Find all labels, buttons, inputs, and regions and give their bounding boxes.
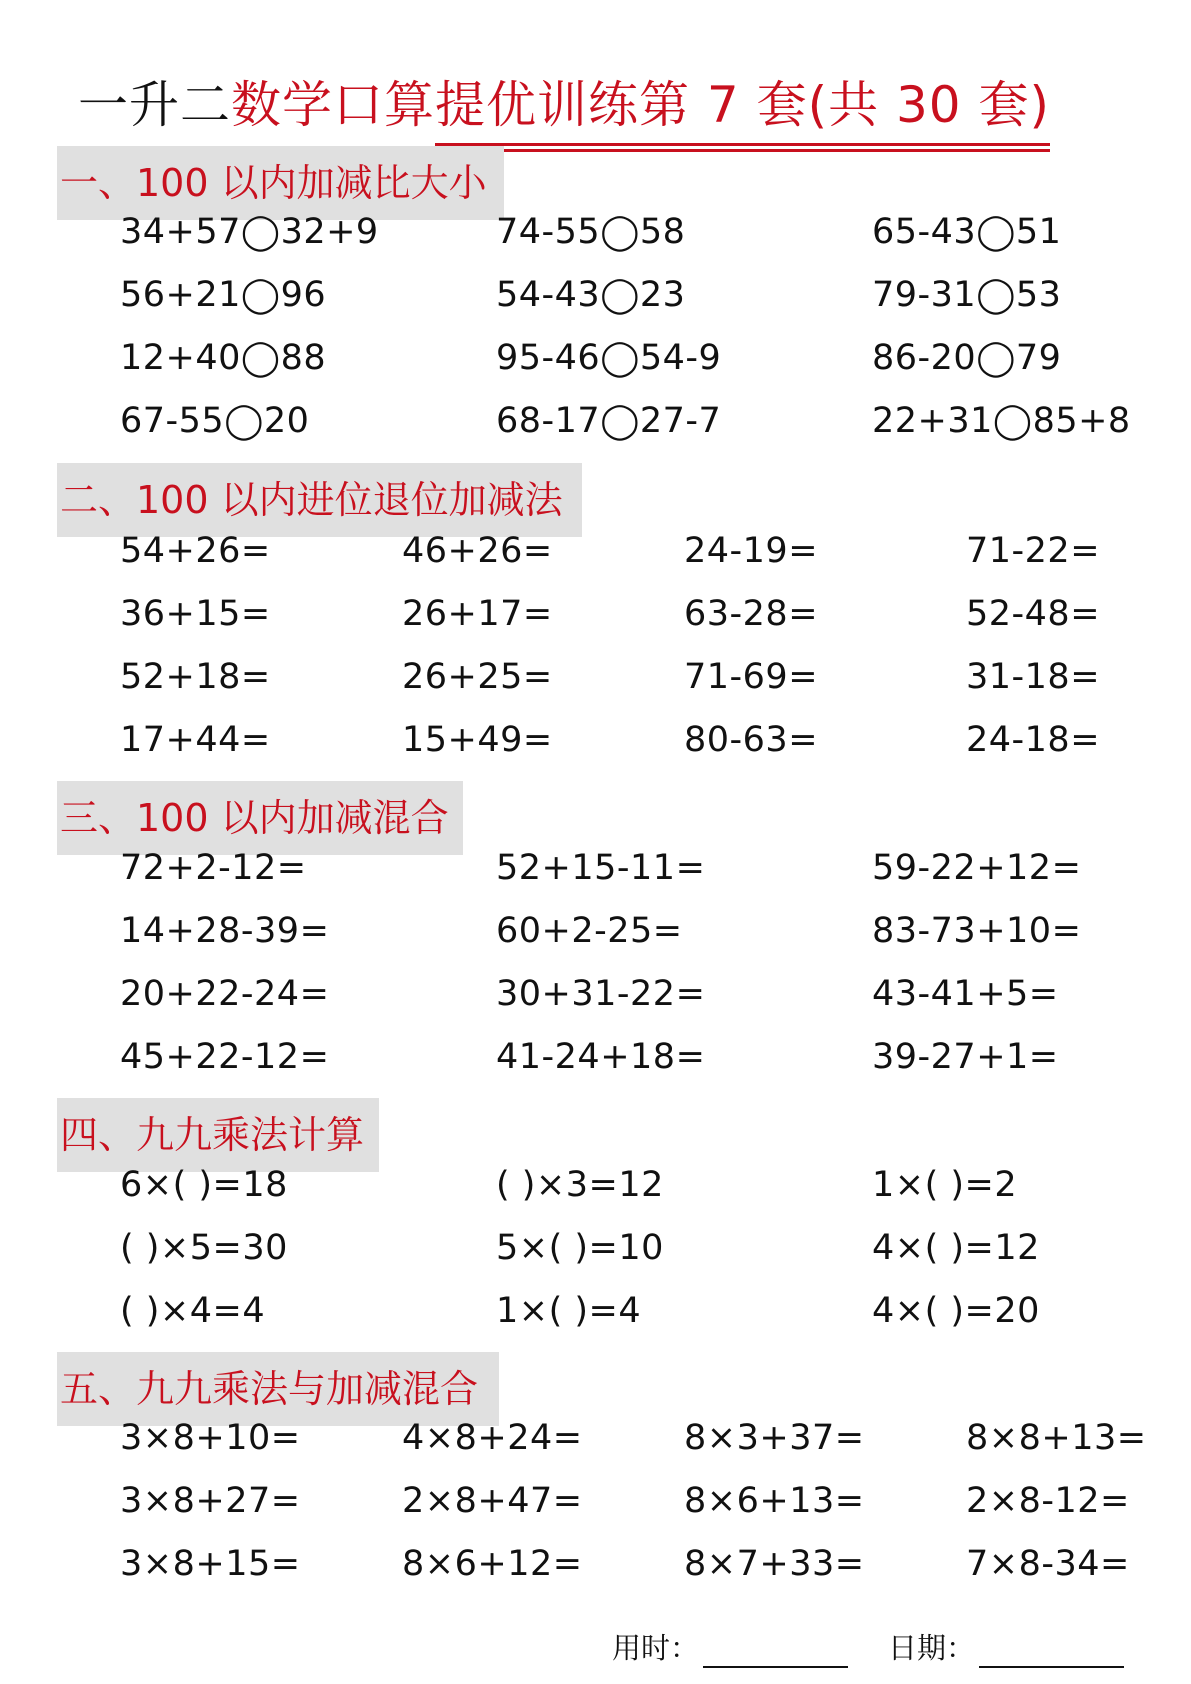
problem-s2-r1-c2: 46+26= — [402, 531, 553, 571]
problem-s5-r2-c4: 2×8-12= — [966, 1481, 1130, 1521]
problem-s4-r3-c2: 1×( )=4 — [496, 1291, 642, 1331]
problem-s3-r3-c2: 30+31-22= — [496, 974, 706, 1014]
section-header-5: 五、九九乘法与加减混合 — [57, 1352, 499, 1426]
time-used-blank[interactable] — [703, 1666, 848, 1668]
problem-s1-r2-c1: 56+21◯96 — [120, 275, 327, 315]
title-set-info: 提优训练第 7 套(共 30 套) — [435, 68, 1050, 142]
problem-s3-r1-c3: 59-22+12= — [872, 848, 1082, 888]
problem-s5-r1-c1: 3×8+10= — [120, 1418, 301, 1458]
problem-s2-r4-c3: 80-63= — [684, 720, 819, 760]
problem-s3-r4-c2: 41-24+18= — [496, 1037, 706, 1077]
section-header-4: 四、九九乘法计算 — [57, 1098, 379, 1172]
problem-s4-r3-c1: ( )×4=4 — [120, 1291, 266, 1331]
problem-s2-r2-c2: 26+17= — [402, 594, 553, 634]
time-used-field — [612, 1628, 848, 1668]
problem-s5-r2-c1: 3×8+27= — [120, 1481, 301, 1521]
problem-s2-r1-c3: 24-19= — [684, 531, 819, 571]
problem-s4-r2-c2: 5×( )=10 — [496, 1228, 664, 1268]
problem-s1-r3-c2: 95-46◯54-9 — [496, 338, 722, 378]
problem-s1-r2-c3: 79-31◯53 — [872, 275, 1062, 315]
problem-s1-r4-c1: 67-55◯20 — [120, 401, 310, 441]
problem-s3-r1-c2: 52+15-11= — [496, 848, 706, 888]
problem-s2-r3-c4: 31-18= — [966, 657, 1101, 697]
problem-s2-r3-c2: 26+25= — [402, 657, 553, 697]
problem-s3-r4-c1: 45+22-12= — [120, 1037, 330, 1077]
problem-s1-r2-c2: 54-43◯23 — [496, 275, 686, 315]
problem-s4-r3-c3: 4×( )=20 — [872, 1291, 1040, 1331]
problem-s2-r1-c4: 71-22= — [966, 531, 1101, 571]
problem-s1-r3-c1: 12+40◯88 — [120, 338, 327, 378]
section-header-3: 三、100 以内加减混合 — [57, 781, 463, 855]
section-header-2: 二、100 以内进位退位加减法 — [57, 463, 582, 537]
problem-s5-r3-c2: 8×6+12= — [402, 1544, 583, 1584]
problem-s3-r2-c2: 60+2-25= — [496, 911, 683, 951]
problem-s3-r3-c1: 20+22-24= — [120, 974, 330, 1014]
title-grade: 一升二 — [78, 76, 231, 134]
problem-s4-r1-c2: ( )×3=12 — [496, 1165, 664, 1205]
problem-s2-r4-c2: 15+49= — [402, 720, 553, 760]
problem-s1-r1-c1: 34+57◯32+9 — [120, 212, 379, 252]
problem-s4-r2-c1: ( )×5=30 — [120, 1228, 288, 1268]
time-used-label: 用时： — [612, 1631, 700, 1665]
problem-s1-r1-c3: 65-43◯51 — [872, 212, 1062, 252]
section-header-1: 一、100 以内加减比大小 — [57, 146, 504, 220]
date-blank[interactable] — [979, 1666, 1124, 1668]
problem-s2-r3-c1: 52+18= — [120, 657, 271, 697]
problem-s3-r4-c3: 39-27+1= — [872, 1037, 1059, 1077]
problem-s2-r2-c3: 63-28= — [684, 594, 819, 634]
problem-s5-r2-c3: 8×6+13= — [684, 1481, 865, 1521]
problem-s2-r2-c4: 52-48= — [966, 594, 1101, 634]
problem-s1-r3-c3: 86-20◯79 — [872, 338, 1062, 378]
problem-s2-r4-c4: 24-18= — [966, 720, 1101, 760]
problem-s2-r1-c1: 54+26= — [120, 531, 271, 571]
problem-s1-r4-c2: 68-17◯27-7 — [496, 401, 722, 441]
problem-s2-r2-c1: 36+15= — [120, 594, 271, 634]
problem-s3-r1-c1: 72+2-12= — [120, 848, 307, 888]
problem-s5-r1-c3: 8×3+37= — [684, 1418, 865, 1458]
problem-s2-r4-c1: 17+44= — [120, 720, 271, 760]
problem-s5-r1-c2: 4×8+24= — [402, 1418, 583, 1458]
problem-s5-r3-c3: 8×7+33= — [684, 1544, 865, 1584]
problem-s4-r1-c1: 6×( )=18 — [120, 1165, 288, 1205]
problem-s3-r2-c3: 83-73+10= — [872, 911, 1082, 951]
problem-s4-r2-c3: 4×( )=12 — [872, 1228, 1040, 1268]
problem-s1-r1-c2: 74-55◯58 — [496, 212, 686, 252]
problem-s5-r3-c4: 7×8-34= — [966, 1544, 1130, 1584]
date-field — [888, 1628, 1124, 1668]
title-subject: 数学口算 — [231, 76, 435, 134]
problem-s2-r3-c3: 71-69= — [684, 657, 819, 697]
problem-s5-r1-c4: 8×8+13= — [966, 1418, 1147, 1458]
problem-s3-r2-c1: 14+28-39= — [120, 911, 330, 951]
date-label: 日期： — [888, 1631, 976, 1665]
worksheet-title — [78, 68, 1050, 142]
problem-s3-r3-c3: 43-41+5= — [872, 974, 1059, 1014]
problem-s1-r4-c3: 22+31◯85+8 — [872, 401, 1131, 441]
problem-s5-r3-c1: 3×8+15= — [120, 1544, 301, 1584]
problem-s5-r2-c2: 2×8+47= — [402, 1481, 583, 1521]
problem-s4-r1-c3: 1×( )=2 — [872, 1165, 1018, 1205]
